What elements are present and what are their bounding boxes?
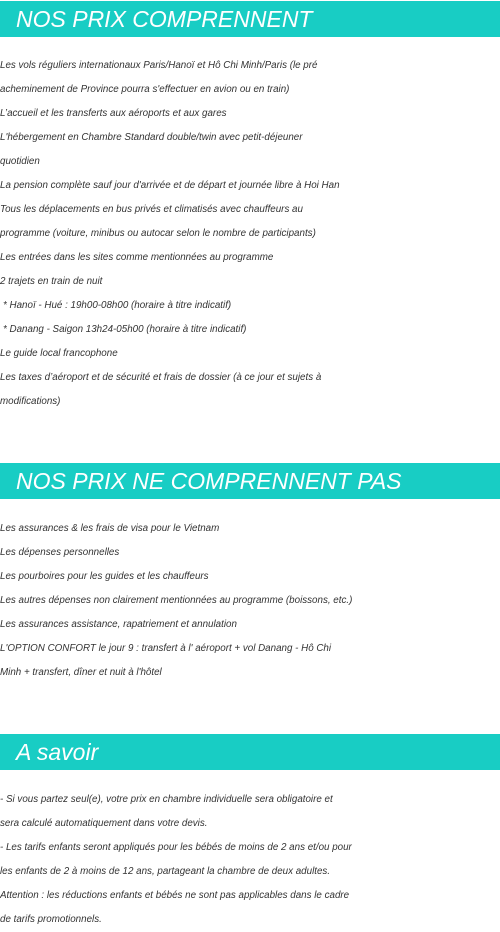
included-line: * Hanoï - Hué : 19h00-08h00 (horaire à titre indicatif)	[3, 300, 232, 311]
included-line: Les vols réguliers internationaux Paris/Hanoï et Hô Chi Minh/Paris (le pré	[0, 60, 318, 71]
included-line: programme (voiture, minibus ou autocar selon le nombre de participants)	[0, 228, 316, 239]
included-line: quotidien	[0, 156, 40, 167]
not-included-line: Les dépenses personnelles	[0, 547, 120, 558]
section-header-not-included: NOS PRIX NE COMPRENNENT PAS	[0, 463, 500, 499]
included-line: modifications)	[0, 396, 61, 407]
included-list	[0, 54, 500, 414]
included-line: Le guide local francophone	[0, 348, 118, 359]
not-included-line: Minh + transfert, dîner et nuit à l'hôtel	[0, 667, 162, 678]
included-line: L'hébergement en Chambre Standard double/twin avec petit-déjeuner	[0, 132, 303, 143]
section-header-a-savoir: A savoir	[0, 734, 500, 770]
included-line: Les entrées dans les sites comme mentionnées au programme	[0, 252, 274, 263]
a-savoir-line: - Si vous partez seul(e), votre prix en chambre individuelle sera obligatoire et	[0, 794, 333, 805]
included-line: La pension complète sauf jour d'arrivée et de départ et journée libre à Hoi Han	[0, 180, 340, 191]
a-savoir-line: - Les tarifs enfants seront appliqués pour les bébés de moins de 2 ans et/ou pour	[0, 842, 352, 853]
included-line: * Danang - Saigon 13h24-05h00 (horaire à titre indicatif)	[3, 324, 247, 335]
not-included-line: Les assurances assistance, rapatriement et annulation	[0, 619, 237, 630]
included-line: Tous les déplacements en bus privés et climatisés avec chauffeurs au	[0, 204, 303, 215]
not-included-line: L'OPTION CONFORT le jour 9 : transfert à l' aéroport + vol Danang - Hô Chi	[0, 643, 332, 654]
not-included-line: Les pourboires pour les guides et les chauffeurs	[0, 571, 209, 582]
included-line: 2 trajets en train de nuit	[0, 276, 103, 287]
not-included-list	[0, 517, 500, 685]
a-savoir-line: de tarifs promotionnels.	[0, 914, 102, 925]
section-header-included: NOS PRIX COMPRENNENT	[0, 1, 500, 37]
not-included-line: Les assurances & les frais de visa pour le Vietnam	[0, 523, 220, 534]
included-line: Les taxes d’aéroport et de sécurité et frais de dossier (à ce jour et sujets à	[0, 372, 322, 383]
included-line: acheminement de Province pourra s'effectuer en avion ou en train)	[0, 84, 290, 95]
a-savoir-line: Attention : les réductions enfants et bébés ne sont pas applicables dans le cadre	[0, 890, 350, 901]
included-line: L’accueil et les transferts aux aéroports et aux gares	[0, 108, 227, 119]
a-savoir-line: sera calculé automatiquement dans votre devis.	[0, 818, 208, 829]
not-included-line: Les autres dépenses non clairement mentionnées au programme (boissons, etc.)	[0, 595, 353, 606]
a-savoir-line: les enfants de 2 à moins de 12 ans, partageant la chambre de deux adultes.	[0, 866, 331, 877]
a-savoir-list	[0, 788, 500, 932]
